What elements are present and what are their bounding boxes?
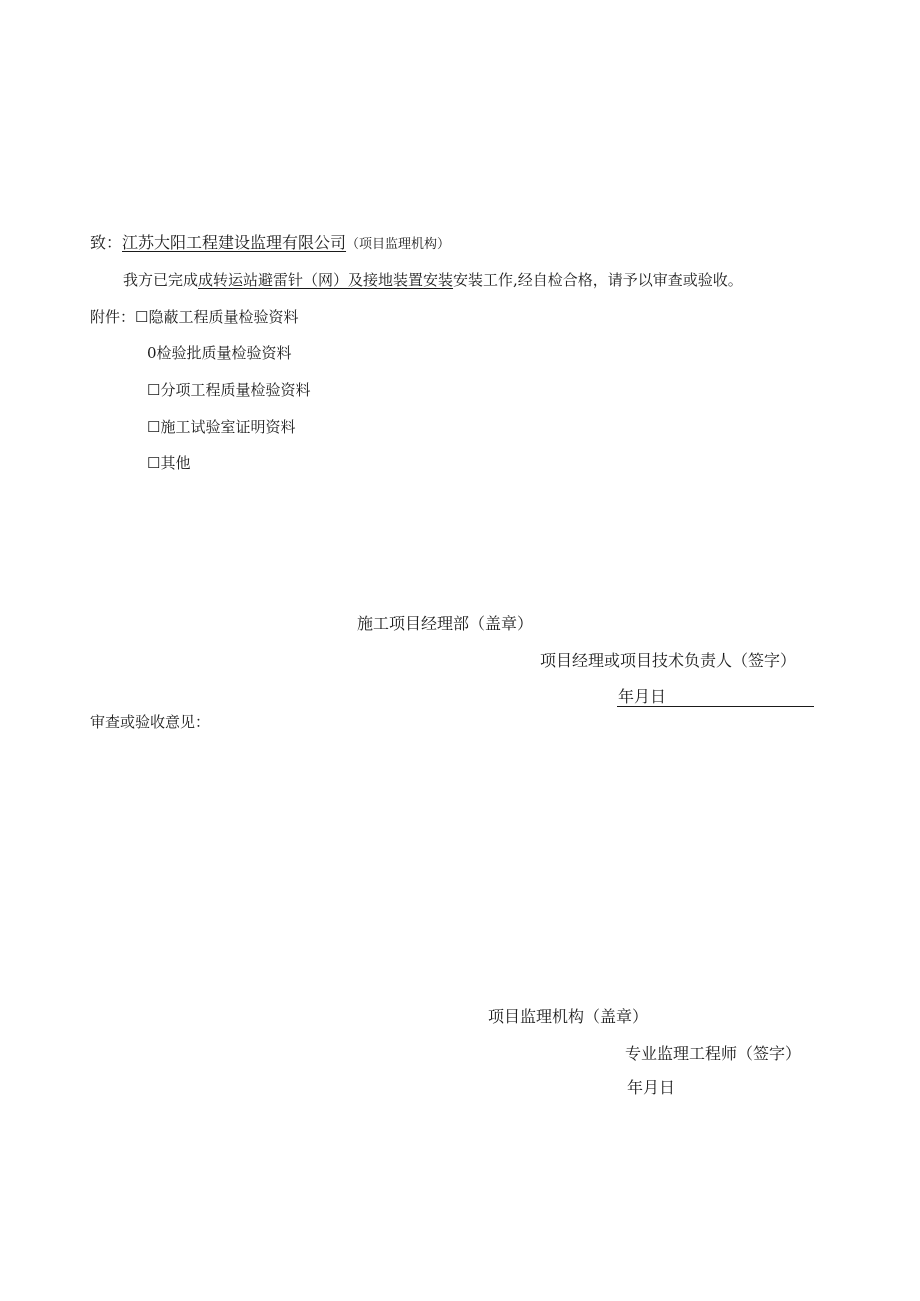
attachment-item: ☐隐蔽工程质量检验资料 <box>135 308 299 326</box>
to-label: 致： <box>90 233 123 252</box>
attachment-item: ☐其他 <box>147 454 191 472</box>
attachments-first-line <box>90 310 298 325</box>
supervisor-org-seal: 项目监理机构（盖章） <box>488 1007 649 1026</box>
supervision-org-suffix: （项目监理机构） <box>346 237 451 252</box>
attachments-label: 附件： <box>90 308 136 326</box>
statement-suffix: 安装工作,经自检合格，请予以审查或验收。 <box>453 271 743 289</box>
attachment-item: ☐施工试验室证明资料 <box>147 418 296 436</box>
completion-statement <box>123 273 743 288</box>
supervisor-signer: 专业监理工程师（签字） <box>625 1044 802 1063</box>
supervisor-date: 年月日 <box>627 1078 676 1097</box>
work-item-name: 成转运站避雷针（网）及接地装置安装 <box>198 271 454 289</box>
contractor-date: 年月日 <box>618 687 667 706</box>
attachment-item: 0检验批质量检验资料 <box>147 344 292 362</box>
supervision-org-name: 江苏大阳工程建设监理有限公司 <box>122 233 347 252</box>
statement-prefix: 我方已完成 <box>123 271 199 289</box>
contractor-signer: 项目经理或项目技术负责人（签字） <box>540 651 797 670</box>
review-opinion-label: 审查或验收意见： <box>90 713 211 731</box>
addressee-line <box>90 235 450 251</box>
attachment-item: ☐分项工程质量检验资料 <box>147 381 311 399</box>
contractor-dept-seal: 施工项目经理部（盖章） <box>357 614 534 633</box>
